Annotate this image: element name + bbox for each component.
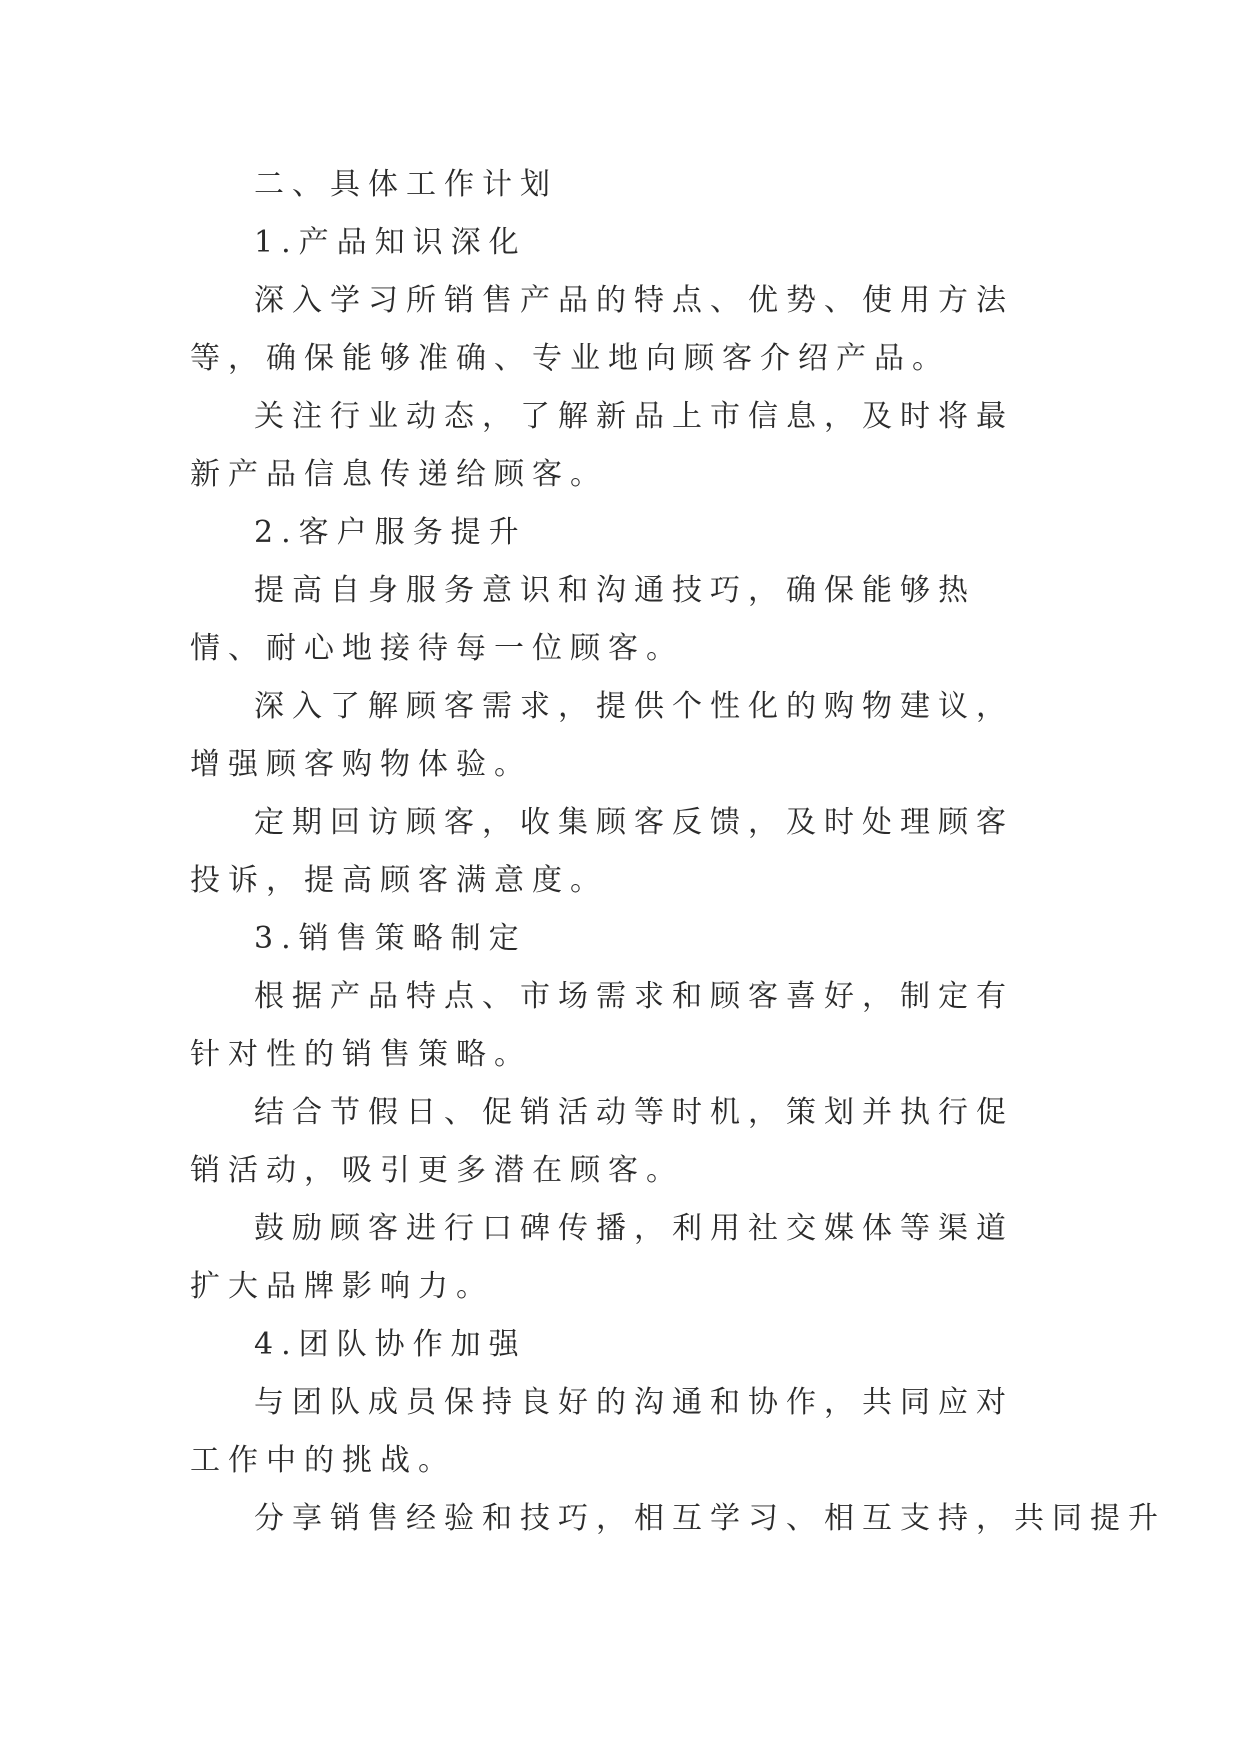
paragraph: 结合节假日、促销活动等时机，策划并执行促销活动，吸引更多潜在顾客。 [190,1095,1014,1188]
paragraph: 根据产品特点、市场需求和顾客喜好，制定有针对性的销售策略。 [190,979,1014,1072]
paragraph: 鼓励顾客进行口碑传播，利用社交媒体等渠道扩大品牌影响力。 [190,1211,1014,1304]
subsection-heading-sales-strategy: 3.销售策略制定 [254,921,527,956]
paragraph: 定期回访顾客，收集顾客反馈，及时处理顾客投诉，提高顾客满意度。 [190,805,1014,898]
subsection-heading-customer-service: 2.客户服务提升 [254,515,527,550]
paragraph: 提高自身服务意识和沟通技巧，确保能够热情、耐心地接待每一位顾客。 [190,573,976,666]
subsection-heading-teamwork: 4.团队协作加强 [254,1327,527,1362]
paragraph: 与团队成员保持良好的沟通和协作，共同应对工作中的挑战。 [190,1385,1014,1478]
subsection-heading-product-knowledge: 1.产品知识深化 [254,225,527,260]
section-heading: 二、具体工作计划 [254,167,558,202]
paragraph: 深入学习所销售产品的特点、优势、使用方法等，确保能够准确、专业地向顾客介绍产品。 [190,283,1014,376]
paragraph: 深入了解顾客需求，提供个性化的购物建议，增强顾客购物体验。 [190,689,1014,782]
paragraph: 关注行业动态，了解新品上市信息，及时将最新产品信息传递给顾客。 [190,399,1014,492]
paragraph: 分享销售经验和技巧，相互学习、相互支持，共同提升 [254,1501,1166,1536]
document-body [190,156,1166,1548]
